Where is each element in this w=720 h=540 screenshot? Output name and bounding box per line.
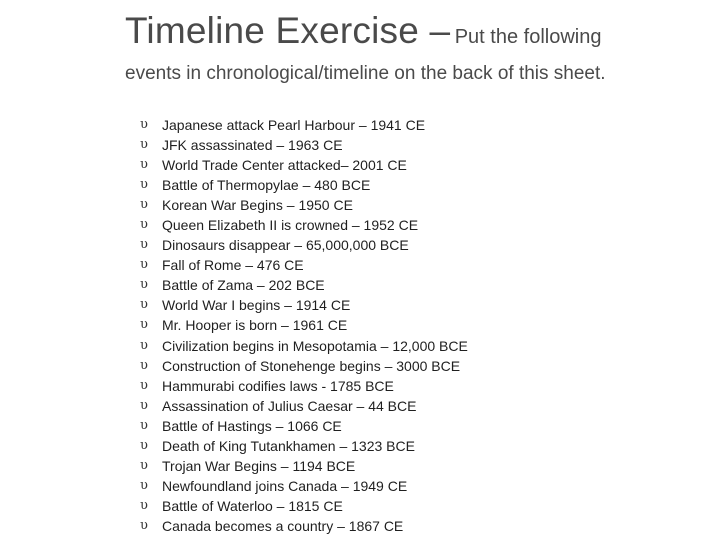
list-item xyxy=(140,496,660,516)
event-label: Dinosaurs disappear – 65,000,000 BCE xyxy=(162,237,409,254)
bullet-icon: υ xyxy=(140,517,148,533)
event-label: Queen Elizabeth II is crowned – 1952 CE xyxy=(162,217,419,234)
list-item xyxy=(140,255,660,275)
bullet-icon: υ xyxy=(140,477,148,493)
list-item xyxy=(140,135,660,155)
list-item xyxy=(140,336,660,356)
list-item xyxy=(140,215,660,235)
slide-title xyxy=(125,10,685,84)
bullet-icon: υ xyxy=(140,357,148,373)
list-item xyxy=(140,436,660,456)
list-item xyxy=(140,195,660,215)
bullet-icon: υ xyxy=(140,197,148,213)
bullet-icon: υ xyxy=(140,337,148,353)
list-item xyxy=(140,175,660,195)
bullet-icon: υ xyxy=(140,157,148,173)
event-label: Civilization begins in Mesopotamia – 12,000 BCE xyxy=(162,337,468,354)
event-list xyxy=(140,115,660,536)
event-label: Canada becomes a country – 1867 CE xyxy=(162,517,404,534)
event-label: Trojan War Begins – 1194 BCE xyxy=(162,457,356,474)
list-item xyxy=(140,155,660,175)
title-instruction-rest: events in chronological/timeline on the back of this sheet. xyxy=(125,62,606,84)
bullet-icon: υ xyxy=(140,117,148,133)
list-item xyxy=(140,376,660,396)
event-label: Assassination of Julius Caesar – 44 BCE xyxy=(162,397,417,414)
event-label: Newfoundland joins Canada – 1949 CE xyxy=(162,477,408,494)
bullet-icon: υ xyxy=(140,397,148,413)
bullet-icon: υ xyxy=(140,177,148,193)
event-label: Construction of Stonehenge begins – 3000 BCE xyxy=(162,357,461,374)
title-instruction-start: Put the following xyxy=(454,26,602,48)
event-label: Korean War Begins – 1950 CE xyxy=(162,197,353,214)
list-item xyxy=(140,476,660,496)
event-label: Battle of Thermopylae – 480 BCE xyxy=(162,177,371,194)
list-item xyxy=(140,416,660,436)
list-item xyxy=(140,235,660,255)
event-label: Fall of Rome – 476 CE xyxy=(162,257,304,274)
event-label: World Trade Center attacked– 2001 CE xyxy=(162,157,407,174)
title-main: Timeline Exercise – xyxy=(125,10,451,51)
list-item xyxy=(140,396,660,416)
bullet-icon: υ xyxy=(140,417,148,433)
bullet-icon: υ xyxy=(140,237,148,253)
event-label: Mr. Hooper is born – 1961 CE xyxy=(162,317,348,334)
list-item xyxy=(140,516,660,536)
event-label: Hammurabi codifies laws - 1785 BCE xyxy=(162,377,394,394)
event-label: Battle of Zama – 202 BCE xyxy=(162,277,325,294)
bullet-icon: υ xyxy=(140,317,148,333)
list-item xyxy=(140,275,660,295)
bullet-icon: υ xyxy=(140,257,148,273)
bullet-icon: υ xyxy=(140,497,148,513)
list-item xyxy=(140,456,660,476)
event-label: Battle of Hastings – 1066 CE xyxy=(162,417,342,434)
event-label: World War I begins – 1914 CE xyxy=(162,297,351,314)
bullet-icon: υ xyxy=(140,217,148,233)
list-item xyxy=(140,295,660,315)
list-item xyxy=(140,115,660,135)
event-label: Japanese attack Pearl Harbour – 1941 CE xyxy=(162,117,426,134)
event-label: Battle of Waterloo – 1815 CE xyxy=(162,497,343,514)
bullet-icon: υ xyxy=(140,137,148,153)
list-item xyxy=(140,315,660,335)
bullet-icon: υ xyxy=(140,457,148,473)
event-label: Death of King Tutankhamen – 1323 BCE xyxy=(162,437,415,454)
list-item xyxy=(140,356,660,376)
bullet-icon: υ xyxy=(140,437,148,453)
event-label: JFK assassinated – 1963 CE xyxy=(162,137,343,154)
bullet-icon: υ xyxy=(140,377,148,393)
bullet-icon: υ xyxy=(140,297,148,313)
bullet-icon: υ xyxy=(140,277,148,293)
